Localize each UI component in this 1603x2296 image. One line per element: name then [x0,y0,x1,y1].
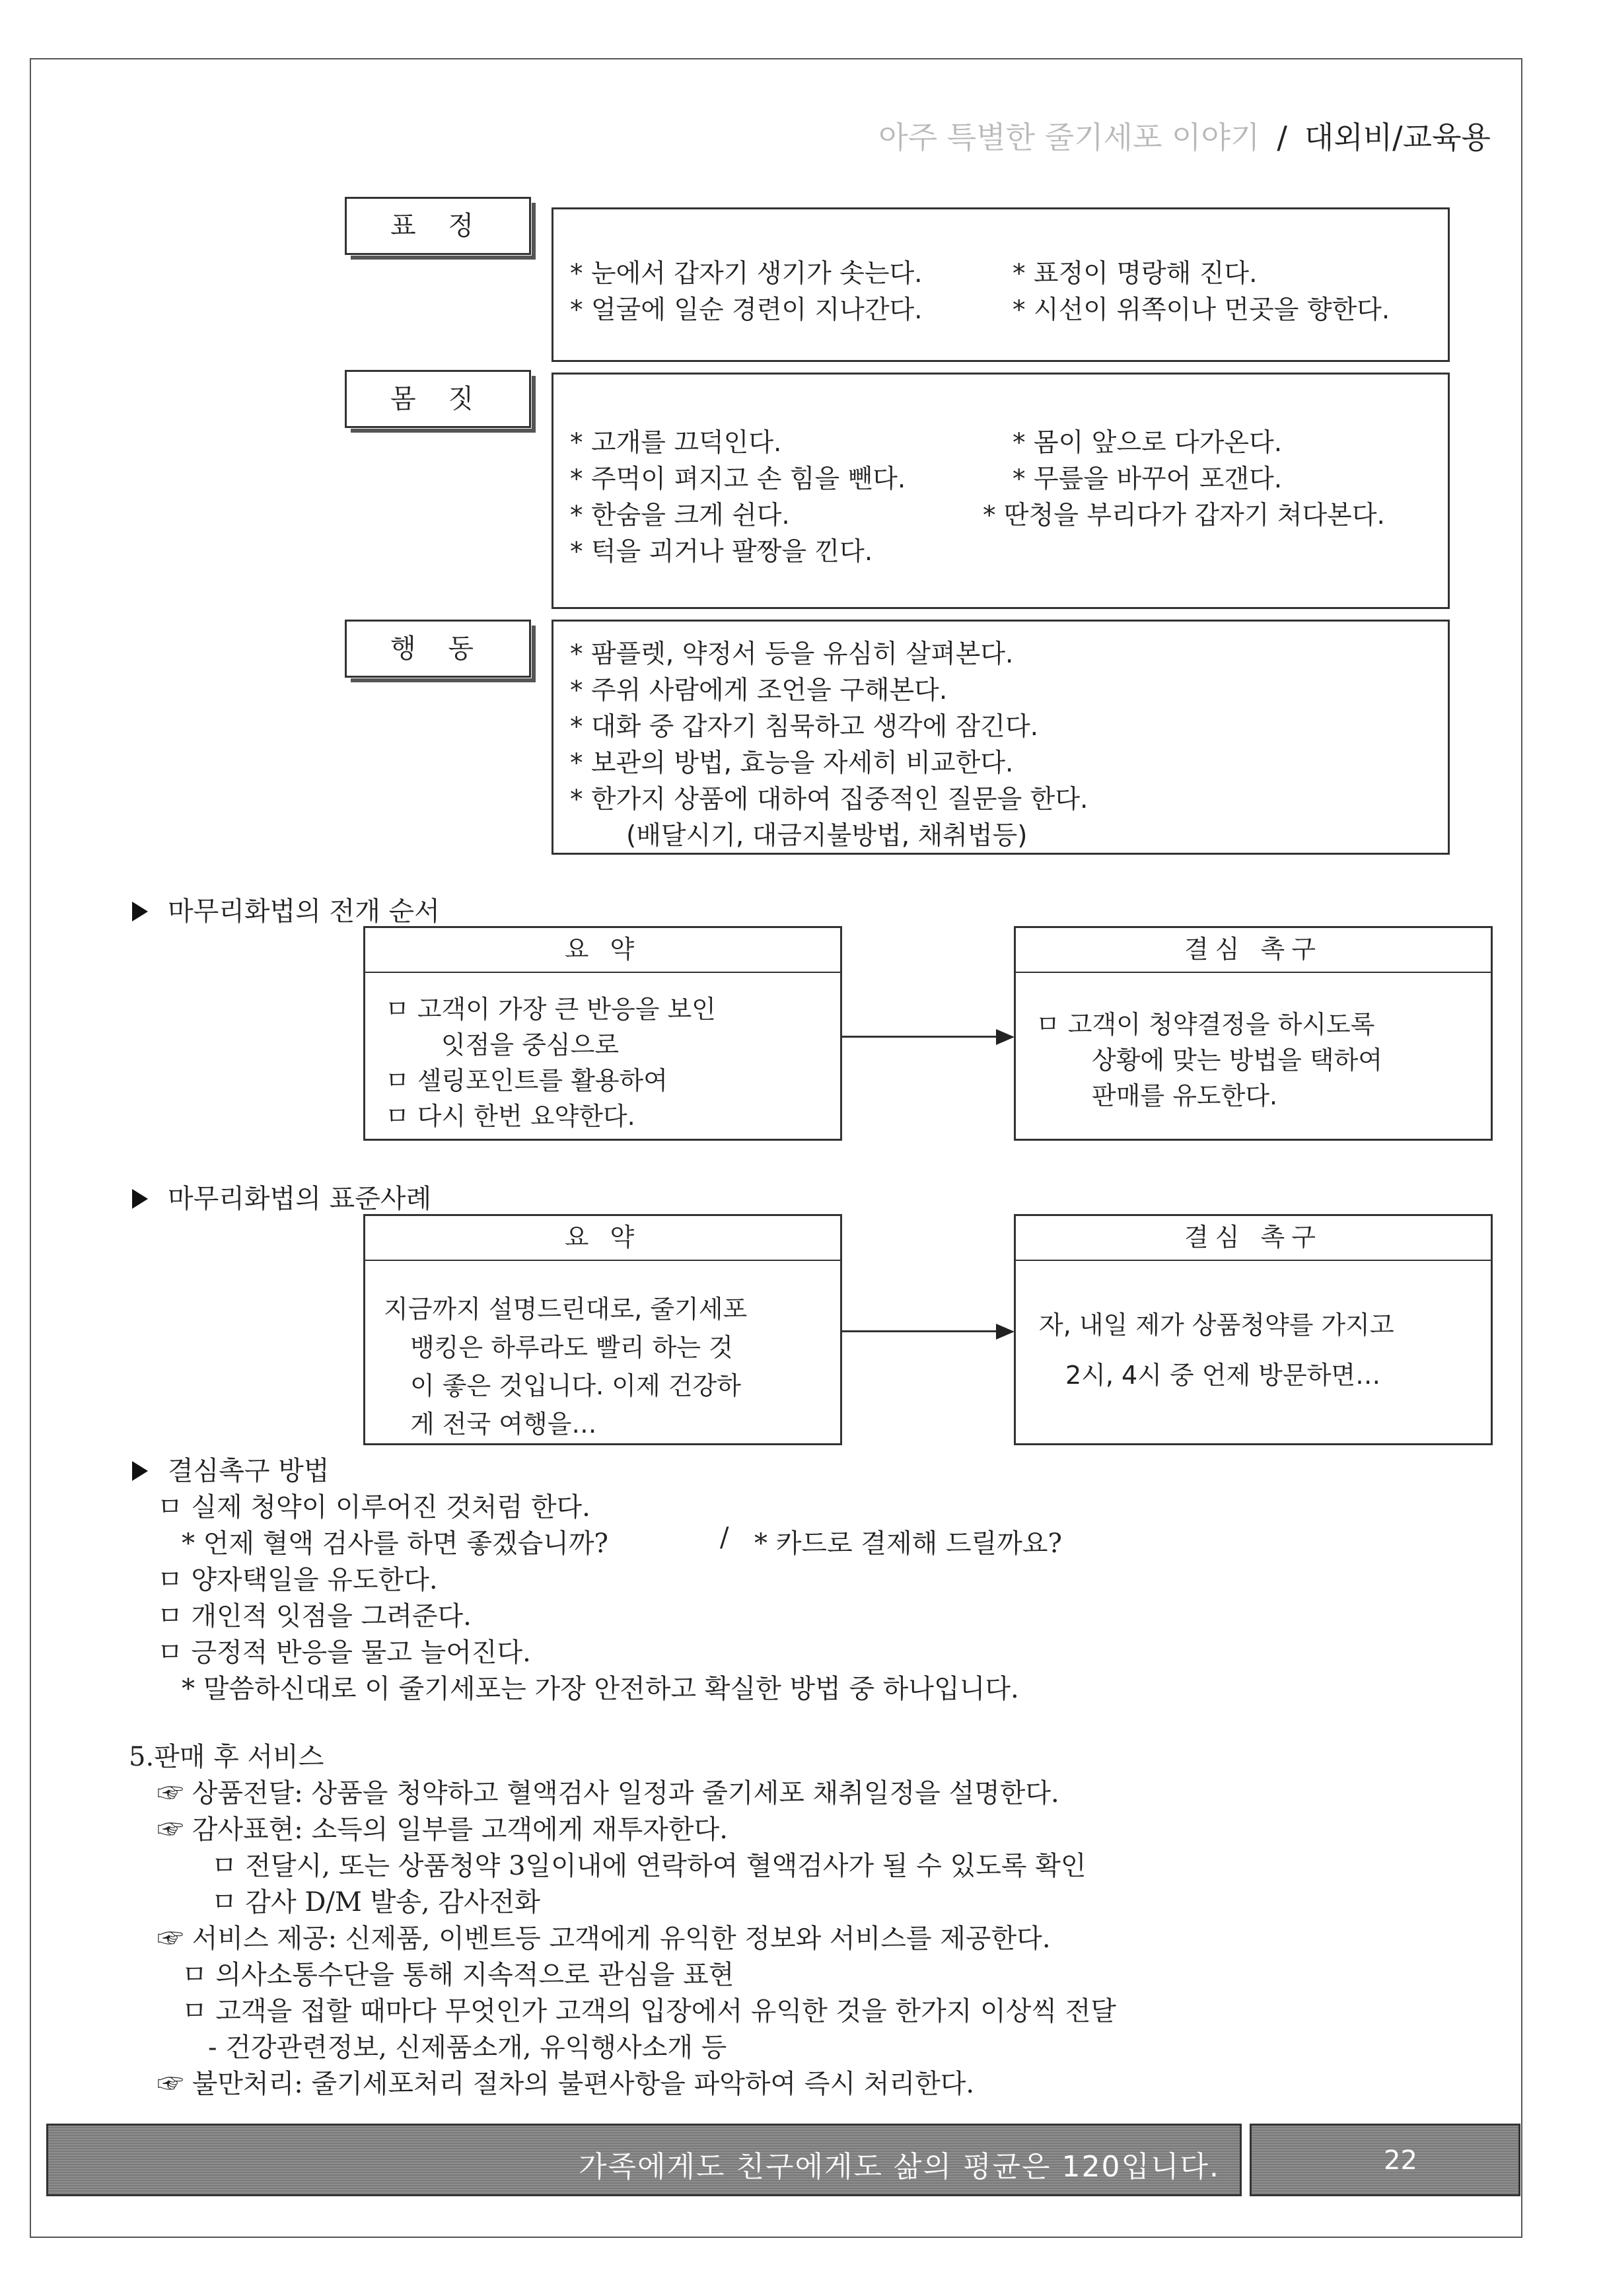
header-title: 아주 특별한 줄기세포 이야기 [878,120,1260,155]
service-line: ㅁ 전달시, 또는 상품청약 3일이내에 연락하여 혈액검사가 될 수 있도록 확인 [211,1851,1086,1881]
flow-box-head: 요 약 [365,928,840,973]
signal-line: * 한숨을 크게 쉰다. [570,501,790,530]
page-number: 22 [1384,2145,1417,2176]
flow-line: 2시, 4시 중 언제 방문하면… [1065,1361,1381,1390]
signal-line: * 주위 사람에게 조언을 구해본다. [570,676,948,705]
flow1-summary-box [363,926,842,1141]
service-line: ㅁ 고객을 접할 때마다 무엇인가 고객의 입장에서 유익한 것을 한가지 이상씩 전달 [182,1996,1116,2027]
flow1-decision-box [1014,926,1493,1141]
flow-line: 지금까지 설명드린대로, 줄기세포 [384,1295,748,1324]
service-line: ☞ 상품전달: 상품을 청약하고 혈액검사 일정과 줄기세포 채취일정을 설명한다. [157,1778,1059,1809]
signal-line: * 무릎을 바꾸어 포갠다. [1013,464,1283,494]
signal-box-gesture [552,373,1450,609]
flow-line: ㅁ 셀링포인트를 활용하여 [385,1066,668,1095]
signal-line: * 주먹이 펴지고 손 힘을 뺀다. [570,464,906,494]
arrow-right-icon [996,1324,1015,1340]
service-line: ㅁ 감사 D/M 발송, 감사전화 [211,1887,540,1918]
flow-line: 게 전국 여행을… [410,1410,597,1439]
flow2-summary-box [363,1214,842,1445]
footer-bar [46,2124,1522,2196]
service-line: ☞ 감사표현: 소득의 일부를 고객에게 재투자한다. [157,1814,728,1845]
triangle-bullet-icon [132,1461,148,1481]
service-line: ☞ 불만처리: 줄기세포처리 절차의 불편사항을 파악하여 즉시 처리한다. [157,2069,975,2099]
signal-line: (배달시기, 대금지불방법, 채취법등) [626,821,1028,851]
flow-line: 상황에 맞는 방법을 택하여 [1092,1046,1383,1075]
header-separator: / [1277,120,1287,155]
signal-line: * 대화 중 갑자기 침묵하고 생각에 잠긴다. [570,712,1039,742]
signal-line: * 딴청을 부리다가 갑자기 쳐다본다. [983,501,1385,530]
flow-line: 판매를 유도한다. [1092,1081,1278,1110]
signal-line: * 한가지 상품에 대하여 집중적인 질문을 한다. [570,785,1088,814]
flow-line: 잇점을 중심으로 [441,1030,620,1059]
service-title: 5.판매 후 서비스 [129,1742,324,1772]
signal-line: * 보관의 방법, 효능을 자세히 비교한다. [570,748,1014,778]
flow-line: 자, 내일 제가 상품청약를 가지고 [1039,1310,1394,1340]
signal-box-behavior [552,620,1450,855]
methods-title: 결심촉구 방법 [132,1450,330,1488]
flow-line: 뱅킹은 하루라도 빨리 하는 것 [410,1333,733,1362]
signal-line: * 시선이 위쪽이나 먼곳을 향한다. [1013,295,1390,325]
footer-page-box [1250,2124,1520,2196]
flow2-title: 마무리화법의 표준사례 [132,1178,431,1215]
flow-line: ㅁ 다시 한번 요약한다. [385,1102,635,1131]
flow1-title: 마무리화법의 전개 순서 [132,890,440,928]
signal-line: * 얼굴에 일순 경련이 지나간다. [570,295,923,325]
footer-slogan: 가족에게도 친구에게도 삶의 평균은 120입니다. [579,2150,1220,2184]
methods-line: ㅁ 개인적 잇점을 그려준다. [157,1601,472,1632]
signal-line: * 몸이 앞으로 다가온다. [1013,428,1283,458]
triangle-bullet-icon [132,902,148,921]
triangle-bullet-icon [132,1189,148,1209]
signal-line: * 턱을 괴거나 팔짱을 낀다. [570,537,873,567]
signal-line: * 눈에서 갑자기 생기가 솟는다. [570,259,923,289]
methods-separator: / [720,1523,729,1553]
methods-line: * 카드로 결제해 드릴까요? [754,1528,1062,1559]
service-line: ㅁ 의사소통수단을 통해 지속적으로 관심을 표현 [182,1960,734,1990]
methods-line: ㅁ 실제 청약이 이루어진 것처럼 한다. [157,1492,590,1523]
flow-line: ㅁ 고객이 청약결정을 하시도록 [1036,1010,1375,1039]
arrow-right-icon [996,1029,1015,1045]
flow1-arrow [842,1036,1004,1038]
page-header [878,114,1491,157]
signal-line: * 고개를 끄덕인다. [570,428,782,458]
service-line: ☞ 서비스 제공: 신제품, 이벤트등 고객에게 유익한 정보와 서비스를 제공한다. [157,1923,1051,1954]
methods-line: * 언제 혈액 검사를 하면 좋겠습니까? [182,1528,608,1559]
flow2-decision-box [1014,1214,1493,1445]
signal-label-gesture: 몸 짓 [345,370,531,428]
service-line: - 건강관련정보, 신제품소개, 유익행사소개 등 [208,2032,727,2063]
flow-line: ㅁ 고객이 가장 큰 반응을 보인 [385,995,716,1024]
flow-box-head: 결심 촉구 [1016,928,1491,973]
methods-line: ㅁ 양자택일을 유도한다. [157,1565,438,1595]
footer-slogan-box [46,2124,1242,2196]
flow-box-head: 결심 촉구 [1016,1216,1491,1261]
flow-line: 이 좋은 것입니다. 이제 건강하 [410,1371,741,1400]
signal-line: * 표정이 명랑해 진다. [1013,259,1258,289]
signal-label-behavior: 행 동 [345,620,531,678]
flow-box-head: 요 약 [365,1216,840,1261]
methods-line: * 말씀하신대로 이 줄기세포는 가장 안전하고 확실한 방법 중 하나입니다. [182,1674,1019,1704]
signal-label-expression: 표 정 [345,197,531,255]
header-tag: 대외비/교육용 [1304,120,1491,155]
signal-box-expression [552,207,1450,362]
flow2-arrow [842,1330,1004,1332]
signal-line: * 팜플렛, 약정서 등을 유심히 살펴본다. [570,639,1014,669]
methods-line: ㅁ 긍정적 반응을 물고 늘어진다. [157,1637,531,1668]
